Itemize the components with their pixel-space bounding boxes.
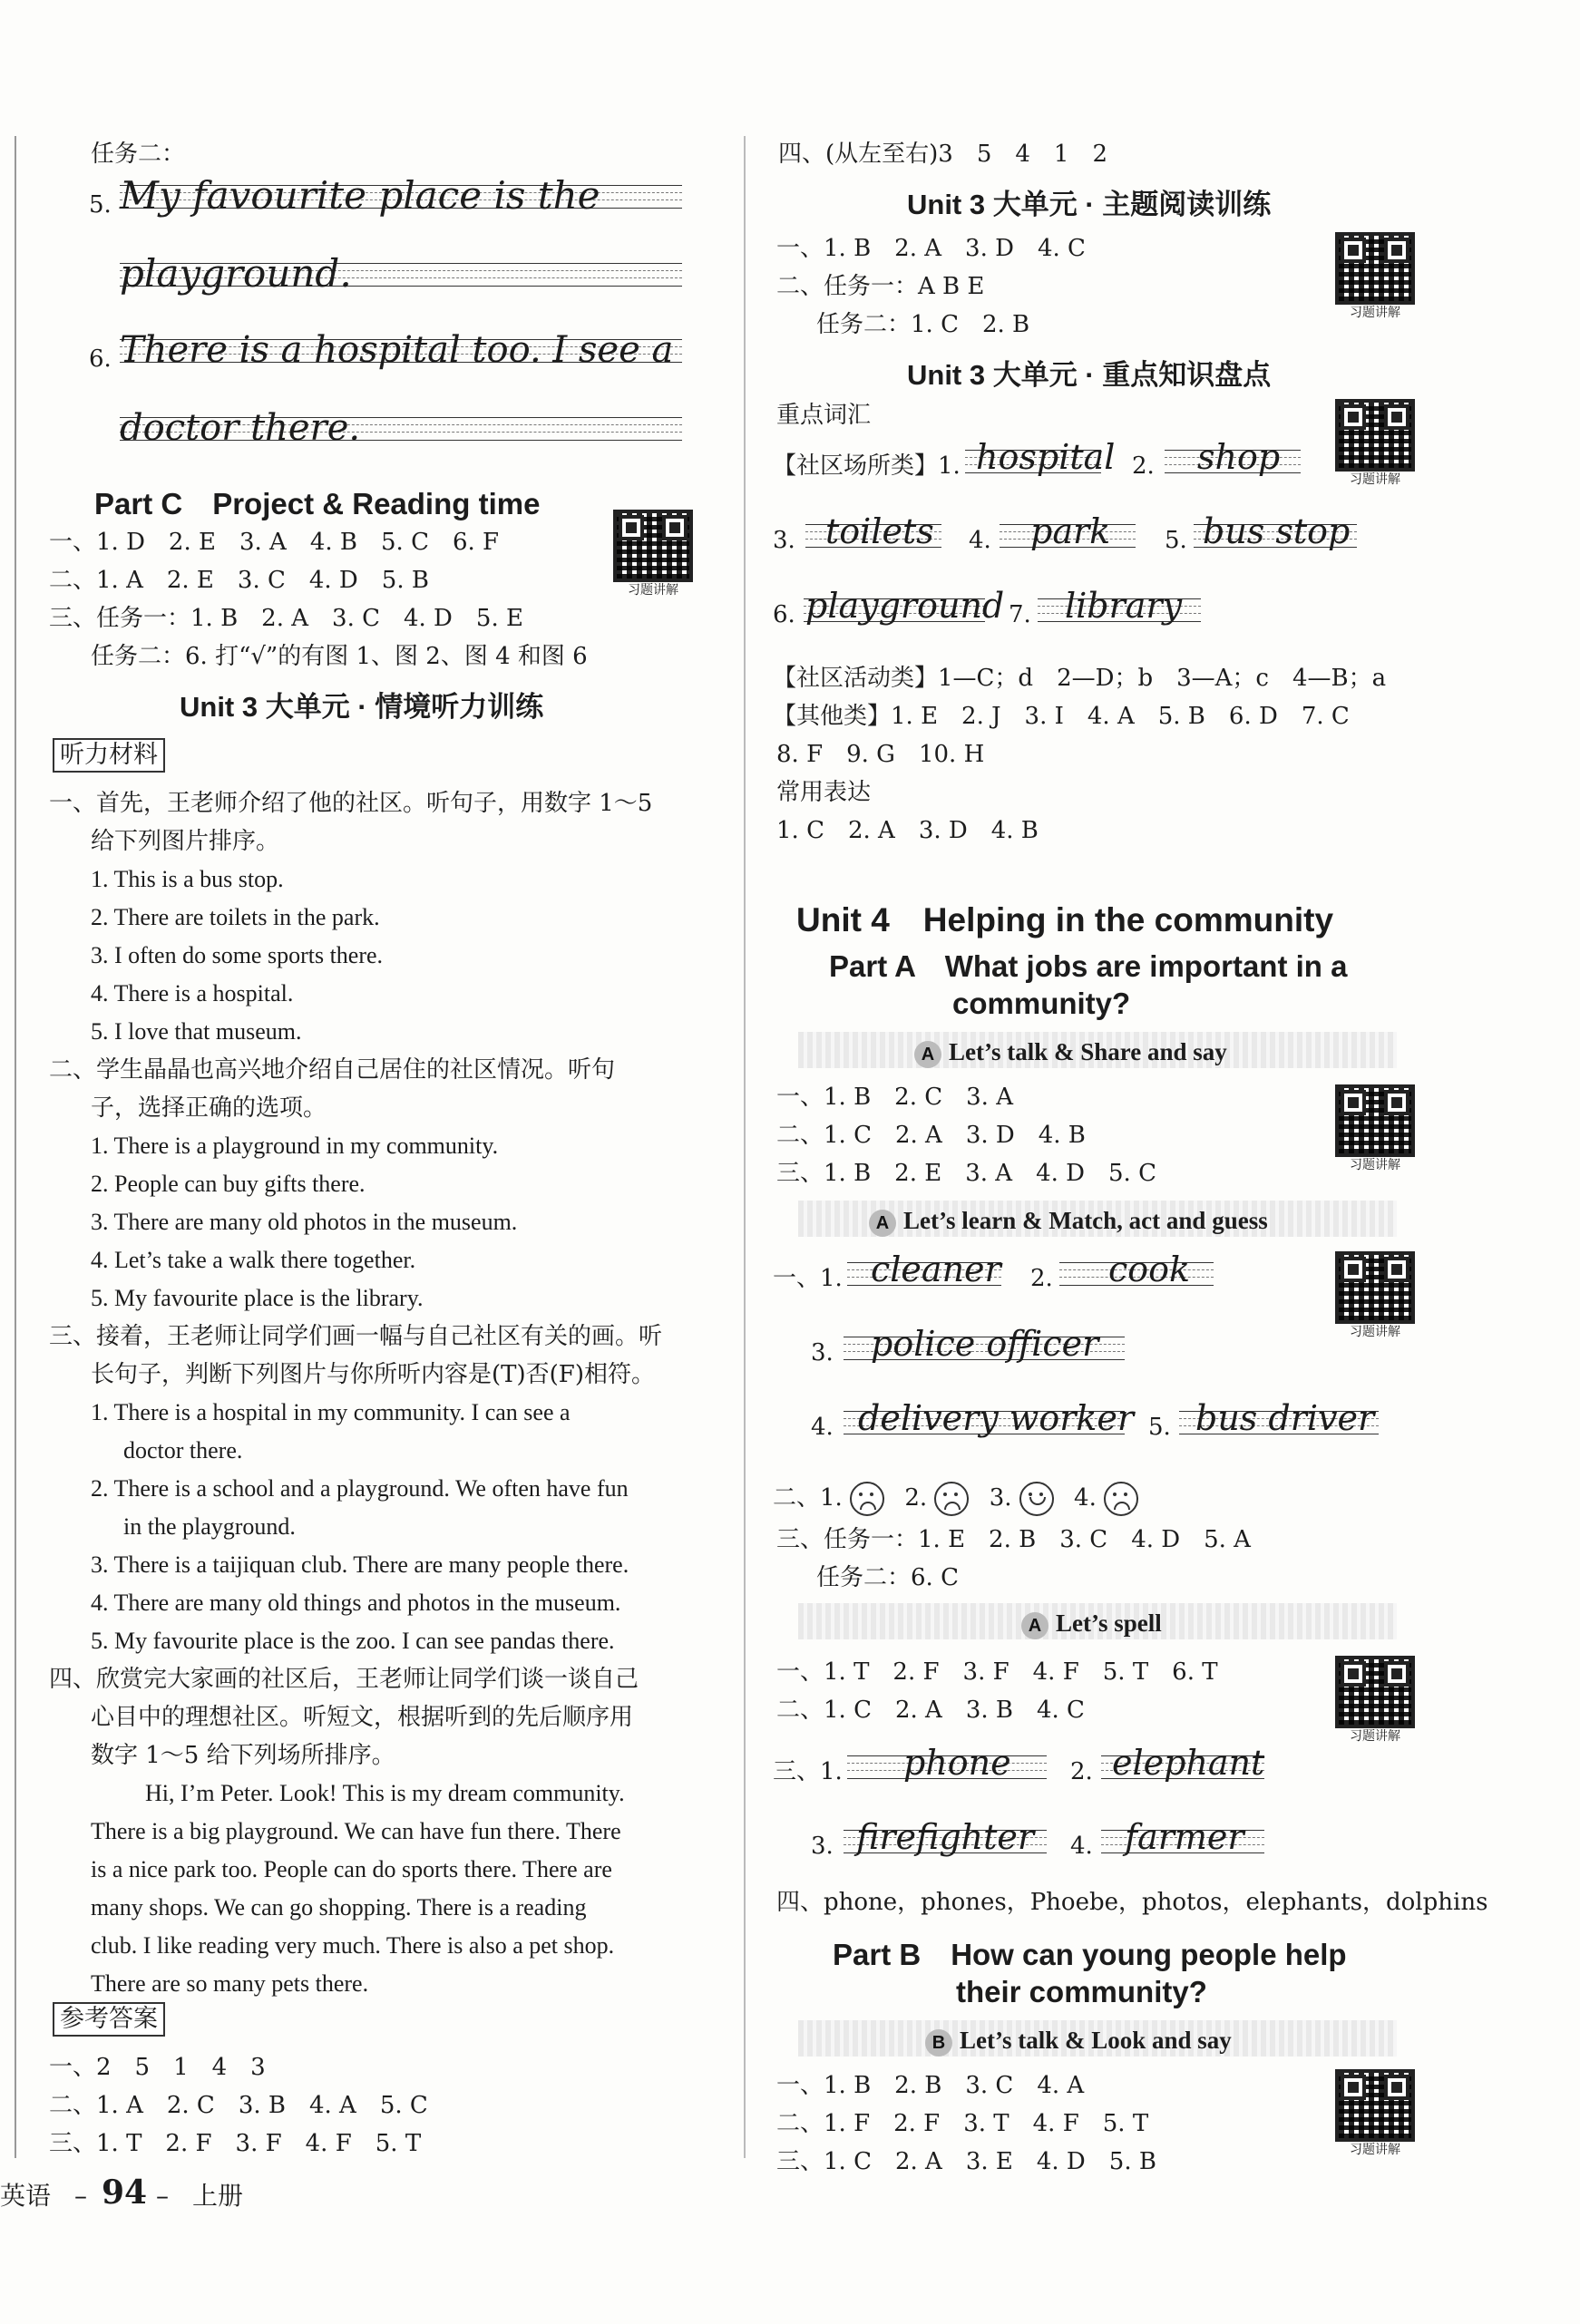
line-top: 四、(从左至右)3 5 4 1 2 bbox=[778, 141, 1107, 168]
learn-prefix: 一、1. bbox=[773, 1265, 843, 1292]
qr-caption: 习题讲解 bbox=[1350, 1324, 1400, 1338]
qr-icon bbox=[613, 510, 693, 582]
spell-prefix: 三、1. bbox=[773, 1758, 843, 1785]
face-num: 3. bbox=[989, 1484, 1012, 1512]
face-num: 2. bbox=[904, 1484, 928, 1512]
spell-num: 2. bbox=[1070, 1758, 1093, 1785]
badge-b: B bbox=[925, 2029, 952, 2057]
sub-heading bbox=[1021, 1607, 1162, 1639]
list-item: 5. My favourite place is the library. bbox=[91, 1285, 424, 1311]
qr-caption: 习题讲解 bbox=[1350, 305, 1400, 319]
answer-line: 三、1. C 2. A 3. E 4. D 5. B bbox=[776, 2148, 1156, 2175]
qr-code[interactable] bbox=[613, 510, 693, 597]
answer-line: 任务二：6. 打“√”的有图 1、图 2、图 4 和图 6 bbox=[91, 643, 588, 670]
qr-code[interactable] bbox=[1335, 399, 1415, 486]
answer-line: 一、1. B 2. A 3. D 4. C bbox=[776, 235, 1086, 262]
learn-word: cook bbox=[1108, 1250, 1191, 1289]
learn-word: bus driver bbox=[1195, 1398, 1375, 1438]
sec4-intro: 四、欣赏完大家画的社区后，王老师让同学们谈一谈自己 bbox=[49, 1666, 639, 1693]
vocab-num: 6. bbox=[773, 601, 795, 628]
answer-line: 一、1. D 2. E 3. A 4. B 5. C 6. F bbox=[49, 529, 500, 556]
answer-line: 任务二：1. C 2. B bbox=[816, 311, 1030, 338]
passage-line: There are so many pets there. bbox=[91, 1970, 369, 1997]
list-item: 3. There are many old photos in the museum. bbox=[91, 1209, 518, 1235]
vocab-word: playground bbox=[805, 586, 1005, 626]
parta-title: Part A What jobs are important in a bbox=[829, 949, 1348, 983]
sec1-intro: 一、首先，王老师介绍了他的社区。听句子，用数字 1～5 bbox=[49, 790, 653, 817]
list-item: 3. There is a taijiquan club. There are many people there. bbox=[91, 1551, 629, 1578]
sad-face-icon bbox=[1104, 1482, 1138, 1516]
answer-line: 一、1. T 2. F 3. F 4. F 5. T 6. T bbox=[776, 1658, 1218, 1686]
vocab-num: 7. bbox=[1009, 601, 1031, 628]
answer-line: 三、任务一：1. B 2. A 3. C 4. D 5. E bbox=[49, 605, 523, 632]
vocab-heading: 重点词汇 bbox=[776, 402, 872, 429]
qr-caption: 习题讲解 bbox=[1350, 1157, 1400, 1172]
list-item: 2. People can buy gifts there. bbox=[91, 1171, 366, 1197]
hw-sentence: There is a hospital too. I see a bbox=[120, 329, 674, 371]
answer-line: 一、1. B 2. C 3. A bbox=[776, 1084, 1013, 1111]
hw-sentence: doctor there. bbox=[120, 407, 361, 449]
qr-code[interactable] bbox=[1335, 2069, 1415, 2156]
column-divider bbox=[744, 136, 746, 2158]
qr-caption: 习题讲解 bbox=[628, 582, 678, 597]
hw-num: 6. bbox=[89, 345, 112, 373]
vocab-word: bus stop bbox=[1203, 511, 1351, 551]
badge-a: A bbox=[869, 1210, 896, 1237]
answer-line: 二、1. A 2. E 3. C 4. D 5. B bbox=[49, 567, 429, 594]
passage-line: club. I like reading very much. There is also a pet shop. bbox=[91, 1932, 615, 1959]
hw-num: 5. bbox=[89, 191, 112, 219]
learn-num: 3. bbox=[811, 1339, 834, 1366]
list-item: 4. Let’s take a walk there together. bbox=[91, 1247, 416, 1273]
sad-face-icon bbox=[850, 1482, 884, 1516]
face-num: 4. bbox=[1074, 1484, 1097, 1512]
qr-caption: 习题讲解 bbox=[1350, 472, 1400, 486]
learn-word: police officer bbox=[871, 1324, 1099, 1364]
qr-icon bbox=[1335, 2069, 1415, 2142]
qr-caption: 习题讲解 bbox=[1350, 1728, 1400, 1743]
list-item: 1. This is a bus stop. bbox=[91, 866, 284, 892]
qr-icon bbox=[1335, 1084, 1415, 1157]
vocab-num: 3. bbox=[773, 527, 795, 554]
qr-code[interactable] bbox=[1335, 232, 1415, 319]
answer-line: 三、1. T 2. F 3. F 4. F 5. T bbox=[49, 2130, 422, 2157]
answer-line: 二、1. A 2. C 3. B 4. A 5. C bbox=[49, 2092, 428, 2119]
sec3-intro: 三、接着，王老师让同学们画一幅与自己社区有关的画。听 bbox=[49, 1323, 663, 1350]
expr-answers: 1. C 2. A 3. D 4. B bbox=[776, 817, 1039, 844]
vocab-word: shop bbox=[1197, 437, 1281, 477]
activity-line: 【社区活动类】1—C；d 2—D；b 3—A；c 4—B；a bbox=[773, 665, 1387, 692]
sub-heading bbox=[914, 1036, 1227, 1068]
qr-icon bbox=[1335, 1656, 1415, 1728]
task-line: 三、任务一：1. E 2. B 3. C 4. D 5. A bbox=[776, 1526, 1251, 1553]
learn-word: delivery worker bbox=[858, 1398, 1135, 1438]
footer-dash: – bbox=[74, 2181, 87, 2211]
sub-heading bbox=[925, 2024, 1232, 2057]
partb-title: Part B How can young people help bbox=[833, 1938, 1347, 1971]
sec2-intro: 二、学生晶晶也高兴地介绍自己居住的社区情况。听句 bbox=[49, 1056, 616, 1084]
list-item: 1. There is a hospital in my community. I can see a bbox=[91, 1399, 571, 1425]
sub-heading-text: Let’s talk & Look and say bbox=[960, 2027, 1232, 2054]
vocab-word: park bbox=[1030, 511, 1111, 551]
learn-num: 5. bbox=[1148, 1414, 1171, 1441]
qr-icon bbox=[1335, 232, 1415, 305]
sec1-intro: 给下列图片排序。 bbox=[91, 828, 280, 855]
spell-word: farmer bbox=[1125, 1817, 1244, 1857]
list-item: 1. There is a playground in my community. bbox=[91, 1133, 499, 1159]
passage-line: Hi, I’m Peter. Look! This is my dream community. bbox=[145, 1780, 625, 1806]
list-item: 5. I love that museum. bbox=[91, 1018, 302, 1045]
badge-a: A bbox=[1021, 1612, 1048, 1639]
passage-line: There is a big playground. We can have fun there. There bbox=[91, 1818, 621, 1844]
qr-code[interactable] bbox=[1335, 1656, 1415, 1743]
listening-title: Unit 3 大单元 · 情境听力训练 bbox=[180, 691, 544, 723]
answer-line: 三、1. B 2. E 3. A 4. D 5. C bbox=[776, 1160, 1156, 1187]
answer-line: 一、1. B 2. B 3. C 4. A bbox=[776, 2072, 1085, 2099]
spell-num: 4. bbox=[1070, 1833, 1093, 1860]
other-line: 8. F 9. G 10. H bbox=[776, 741, 985, 768]
sec4-intro: 心目中的理想社区。听短文，根据听到的先后顺序用 bbox=[91, 1704, 634, 1731]
qr-icon bbox=[1335, 1251, 1415, 1324]
vocab-word: toilets bbox=[825, 511, 934, 551]
spell-line4: 四、phone，phones，Phoebe，photos，elephants，dolphins bbox=[776, 1889, 1488, 1916]
vocab-word: hospital bbox=[976, 437, 1116, 477]
partc-title: Part C Project & Reading time bbox=[94, 487, 541, 520]
vocab-prefix: 【社区场所类】1. bbox=[773, 452, 961, 480]
list-item: 3. I often do some sports there. bbox=[91, 942, 384, 968]
footer-volume: 上册 bbox=[192, 2181, 244, 2211]
list-item: 4. There is a hospital. bbox=[91, 980, 294, 1006]
sub-heading bbox=[869, 1204, 1268, 1237]
spell-word: phone bbox=[903, 1743, 1011, 1783]
answer-line: 二、1. C 2. A 3. B 4. C bbox=[776, 1697, 1085, 1724]
list-item: 4. There are many old things and photos in the museum. bbox=[91, 1590, 621, 1616]
footer-dash: – bbox=[156, 2181, 169, 2211]
other-line: 【其他类】1. E 2. J 3. I 4. A 5. B 6. D 7. C bbox=[773, 703, 1350, 730]
answer-line: 二、1. F 2. F 3. T 4. F 5. T bbox=[776, 2110, 1149, 2137]
footer-subject: 英语 bbox=[0, 2181, 52, 2211]
knowledge-title: Unit 3 大单元 · 重点知识盘点 bbox=[907, 359, 1272, 391]
qr-icon bbox=[1335, 399, 1415, 472]
expr-heading: 常用表达 bbox=[776, 779, 872, 806]
reading-title: Unit 3 大单元 · 主题阅读训练 bbox=[907, 189, 1272, 220]
learn-num: 4. bbox=[811, 1414, 834, 1441]
left-margin-rule bbox=[15, 136, 16, 2158]
vocab-num: 4. bbox=[969, 527, 991, 554]
material-tag: 听力材料 bbox=[53, 738, 165, 773]
qr-code[interactable] bbox=[1335, 1084, 1415, 1172]
vocab-num: 5. bbox=[1165, 527, 1187, 554]
faces-row bbox=[773, 1478, 1138, 1518]
spell-word: elephant bbox=[1112, 1743, 1265, 1783]
partb-title: their community? bbox=[956, 1975, 1207, 2008]
learn-word: cleaner bbox=[871, 1250, 1001, 1289]
qr-caption: 习题讲解 bbox=[1350, 2142, 1400, 2156]
answer-line: 二、1. C 2. A 3. D 4. B bbox=[776, 1122, 1086, 1149]
sad-face-icon bbox=[934, 1482, 969, 1516]
badge-a: A bbox=[914, 1041, 941, 1068]
answer-line: 一、2 5 1 4 3 bbox=[49, 2054, 266, 2081]
task2-label: 任务二： bbox=[91, 141, 186, 168]
list-item: 5. My favourite place is the zoo. I can see pandas there. bbox=[91, 1628, 615, 1654]
spell-word: firefighter bbox=[856, 1817, 1035, 1857]
list-item: doctor there. bbox=[123, 1437, 243, 1463]
learn-num: 2. bbox=[1030, 1265, 1053, 1292]
happy-face-icon bbox=[1019, 1482, 1054, 1516]
vocab-word: library bbox=[1065, 586, 1183, 626]
passage-line: many shops. We can go shopping. There is a reading bbox=[91, 1894, 587, 1920]
faces-prefix: 二、1. bbox=[773, 1484, 843, 1512]
qr-code[interactable] bbox=[1335, 1251, 1415, 1338]
sec4-intro: 数字 1～5 给下列场所排序。 bbox=[91, 1742, 395, 1769]
sub-heading-text: Let’s spell bbox=[1056, 1609, 1162, 1637]
parta-title: community? bbox=[952, 987, 1131, 1020]
hw-sentence: playground. bbox=[120, 251, 352, 296]
list-item: 2. There is a school and a playground. We often have fun bbox=[91, 1475, 629, 1502]
sub-heading-text: Let’s learn & Match, act and guess bbox=[903, 1207, 1268, 1234]
answer-tag: 参考答案 bbox=[53, 2002, 165, 2037]
sec2-intro: 子，选择正确的选项。 bbox=[91, 1094, 327, 1122]
sec3-intro: 长句子，判断下列图片与你所听内容是(T)否(F)相符。 bbox=[91, 1361, 655, 1388]
spell-num: 3. bbox=[811, 1833, 834, 1860]
list-item: 2. There are toilets in the park. bbox=[91, 904, 380, 930]
vocab-num: 2. bbox=[1132, 452, 1155, 480]
list-item: in the playground. bbox=[123, 1513, 296, 1540]
answer-line: 二、任务一：A B E bbox=[776, 273, 985, 300]
task-line: 任务二：6. C bbox=[816, 1564, 959, 1591]
hw-sentence: My favourite place is the bbox=[120, 173, 600, 218]
passage-line: is a nice park too. People can do sports there. There are bbox=[91, 1856, 612, 1882]
page-number: 94 bbox=[102, 2173, 148, 2212]
unit4-title: Unit 4 Helping in the community bbox=[796, 901, 1334, 938]
sub-heading-text: Let’s talk & Share and say bbox=[949, 1038, 1227, 1065]
